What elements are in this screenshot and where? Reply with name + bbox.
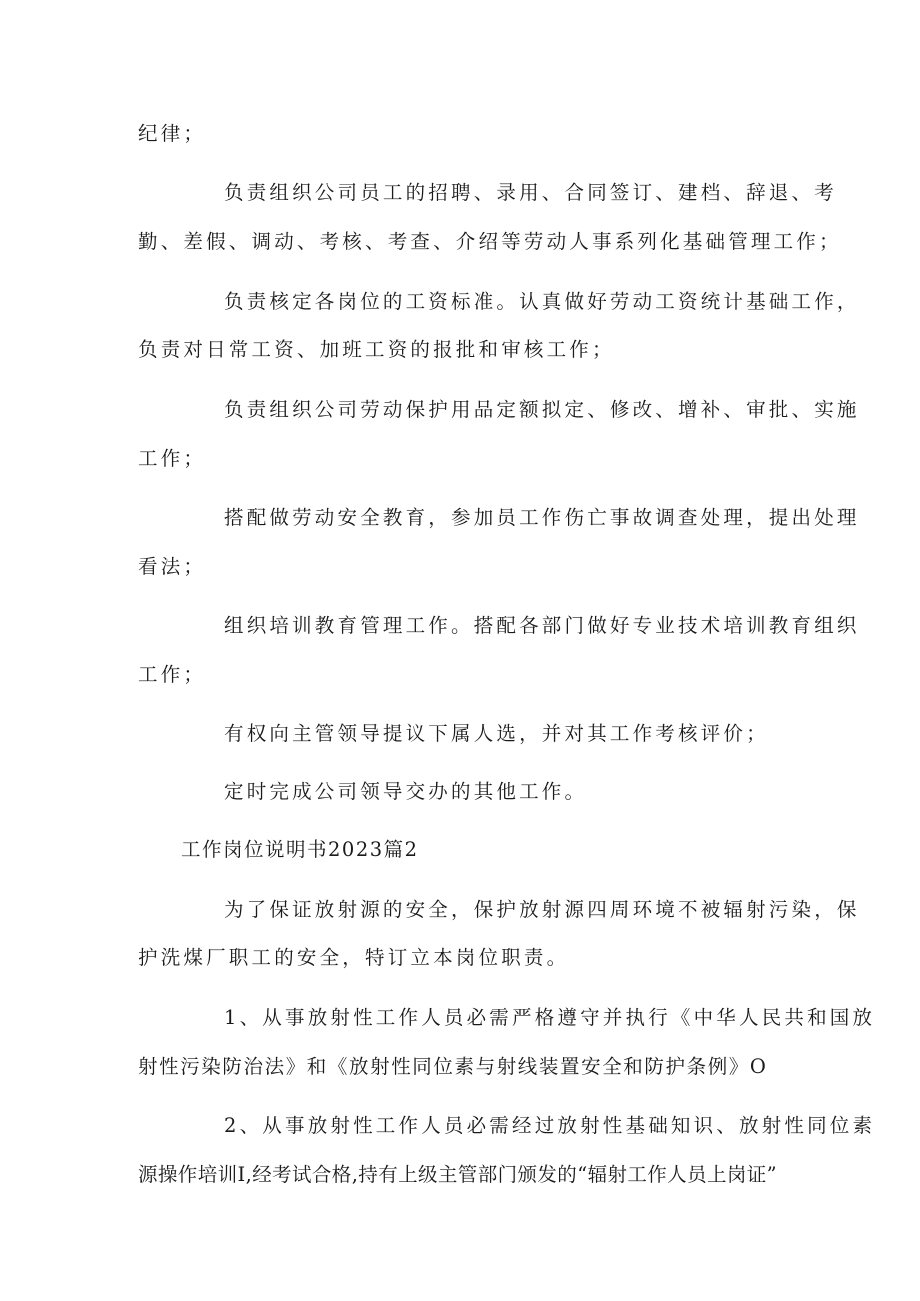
paragraph-line: 负责组织公司劳动保护用品定额拟定、修改、增补、审批、实施 — [224, 398, 860, 421]
paragraph-line: 负责组织公司员工的招聘、录用、合同签订、建档、辞退、考 — [224, 181, 837, 204]
paragraph-line: 2、从事放射性工作人员必需经过放射性基础知识、放射性同位素 — [224, 1114, 876, 1137]
paragraph-line: 定时完成公司领导交办的其他工作。 — [224, 780, 588, 803]
paragraph-line: 有权向主管领导提议下属人选，并对其工作考核评价； — [224, 722, 769, 745]
paragraph-line: 组织培训教育管理工作。搭配各部门做好专业技术培训教育组织 — [224, 614, 860, 637]
paragraph-line: 工作； — [138, 663, 207, 686]
section-heading: 工作岗位说明书2023篇2 — [181, 838, 419, 861]
paragraph-line: 勤、差假、调动、考核、考查、介绍等劳动人事系列化基础管理工作； — [138, 230, 842, 253]
paragraph-line: 搭配做劳动安全教育，参加员工作伤亡事故调查处理，提出处理 — [224, 506, 860, 529]
paragraph-line: 射性污染防治法》和《放射性同位素与射线装置安全和防护条例》O — [138, 1055, 768, 1078]
paragraph-line: 源操作培训I,经考试合格,持有上级主管部门颁发的“辐射工作人员上岗证” — [138, 1163, 778, 1186]
paragraph-line: 负责对日常工资、加班工资的报批和审核工作； — [138, 338, 615, 361]
paragraph-line: 看法； — [138, 555, 207, 578]
paragraph-line: 护洗煤厂职工的安全，特订立本岗位职责。 — [138, 946, 570, 969]
paragraph-line: 工作； — [138, 447, 207, 470]
paragraph-line: 纪律； — [138, 122, 207, 145]
paragraph-line: 负责核定各岗位的工资标准。认真做好劳动工资统计基础工作， — [224, 290, 860, 313]
paragraph-line: 为了保证放射源的安全，保护放射源四周环境不被辐射污染，保 — [224, 898, 860, 921]
paragraph-line: 1、从事放射性工作人员必需严格遵守并执行《中华人民共和国放 — [224, 1006, 876, 1029]
